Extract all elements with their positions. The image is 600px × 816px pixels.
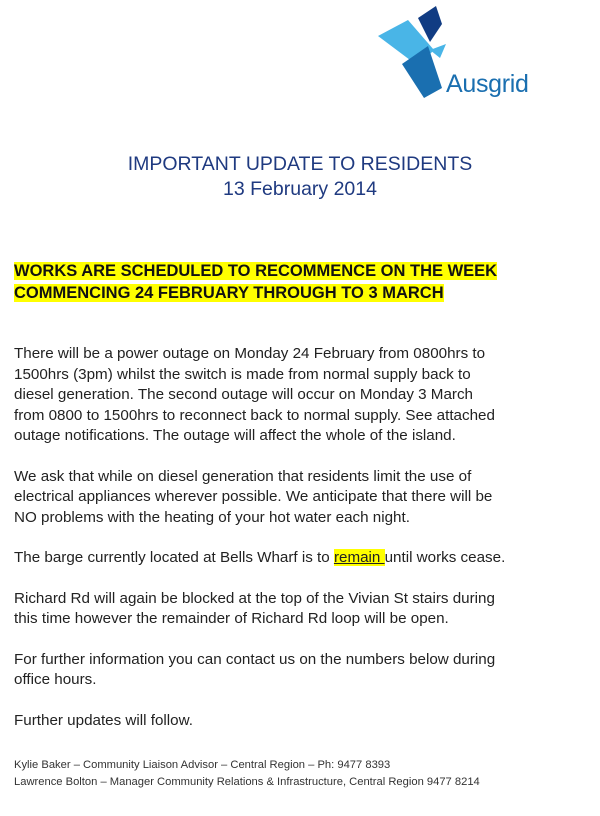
barge-text-before: The barge currently located at Bells Wharf is to xyxy=(14,549,334,566)
paragraph-line xyxy=(14,548,596,569)
notice-body xyxy=(14,344,596,751)
page-title xyxy=(0,152,600,202)
schedule-banner xyxy=(14,260,594,304)
paragraph-line: 1500hrs (3pm) whilst the switch is made from normal supply back to xyxy=(14,365,471,383)
paragraph-line: from 0800 to 1500hrs to reconnect back to normal supply. See attached xyxy=(14,406,495,424)
paragraph-line: outage notifications. The outage will affect the whole of the island. xyxy=(14,427,456,444)
title-date: 13 February 2014 xyxy=(223,178,377,200)
paragraph-further-updates xyxy=(14,711,596,732)
remain-highlight: remain xyxy=(333,549,385,566)
contact-list xyxy=(14,757,480,791)
paragraph-line: Richard Rd will again be blocked at the top of the Vivian St stairs during xyxy=(14,589,495,607)
logo-wordmark: Ausgrid xyxy=(446,70,529,98)
paragraph-line: Further updates will follow. xyxy=(14,711,193,729)
paragraph-outage xyxy=(14,344,596,447)
paragraph-contact-info xyxy=(14,650,596,691)
paragraph-line: office hours. xyxy=(14,671,97,688)
banner-line-1: WORKS ARE SCHEDULED TO RECOMMENCE ON THE WEEK xyxy=(14,262,498,280)
paragraph-line: electrical appliances wherever possible. We anticipate that there will be xyxy=(14,488,493,505)
contact-lawrence-bolton: Lawrence Bolton – Manager Community Relations & Infrastructure, Central Region 9477 8214 xyxy=(14,776,480,788)
paragraph-line: We ask that while on diesel generation that residents limit the use of xyxy=(14,467,472,485)
contact-kylie-baker: Kylie Baker – Community Liaison Advisor – Central Region – Ph: 9477 8393 xyxy=(14,759,391,771)
banner-line-2: COMMENCING 24 FEBRUARY THROUGH TO 3 MARCH xyxy=(14,284,444,302)
paragraph-line: For further information you can contact us on the numbers below during xyxy=(14,650,496,668)
paragraph-diesel xyxy=(14,467,596,529)
title-heading: IMPORTANT UPDATE TO RESIDENTS xyxy=(127,153,473,175)
paragraph-barge xyxy=(14,548,596,569)
paragraph-line: this time however the remainder of Richard Rd loop will be open. xyxy=(14,610,449,627)
barge-text-after: until works cease. xyxy=(384,549,506,566)
paragraph-richard-rd xyxy=(14,589,596,630)
ausgrid-logo xyxy=(372,6,552,102)
paragraph-line: diesel generation. The second outage will occur on Monday 3 March xyxy=(14,386,473,403)
paragraph-line: There will be a power outage on Monday 24 February from 0800hrs to xyxy=(14,345,486,362)
paragraph-line: NO problems with the heating of your hot water each night. xyxy=(14,508,410,526)
